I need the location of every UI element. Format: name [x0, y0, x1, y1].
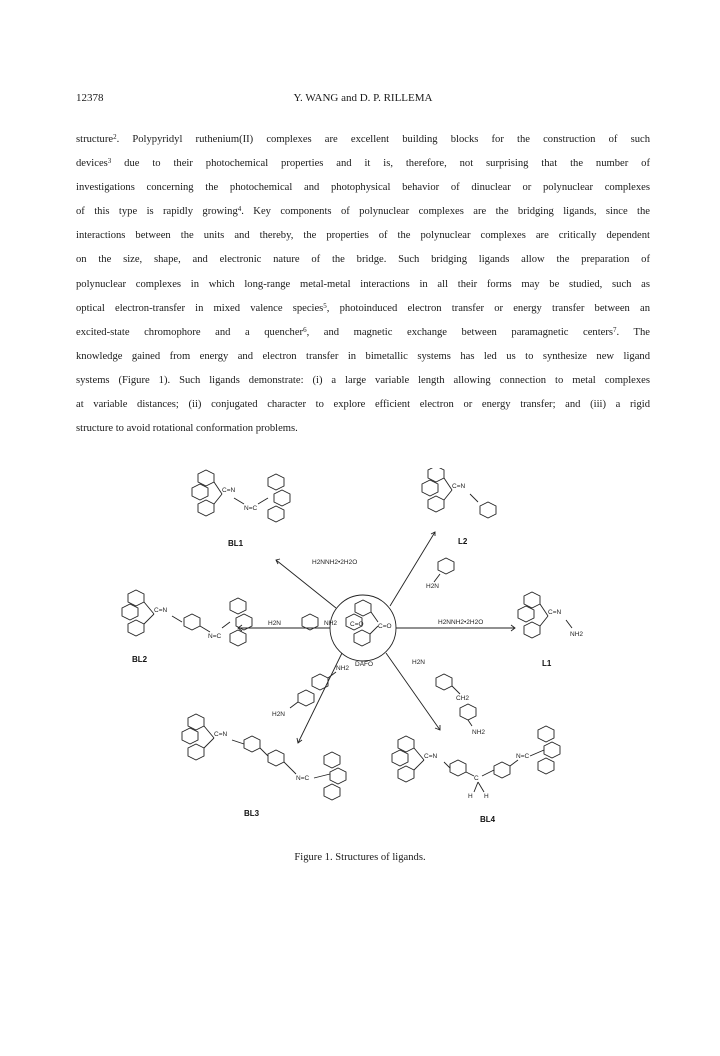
label-bl4: BL4: [480, 815, 496, 824]
body-line-text: . Key components of polynuclear complexes are the bridging ligands, since the: [241, 206, 650, 218]
body-line-text: of this type is rapidly growing: [76, 206, 238, 218]
reagent-benzidine-left: H2N: [268, 620, 282, 627]
dafo-ring-bottom: [354, 630, 370, 646]
l1-nh2: NH2: [570, 631, 584, 638]
l2-structure: [422, 468, 496, 518]
body-line-text: polynuclear complexes in which long-range metal-metal interactions in all their forms may be studied, such as: [76, 278, 650, 290]
mda-ring-b: [460, 704, 476, 720]
body-line-text: devices: [76, 158, 108, 170]
label-l2: L2: [458, 537, 468, 546]
bl1-structure: [192, 470, 290, 522]
arrow-to-l2: [390, 532, 435, 606]
body-line-text: . The: [616, 326, 650, 338]
body-line: [76, 417, 650, 441]
reagent-aniline: H2N: [426, 583, 440, 590]
body-line: [76, 369, 650, 393]
reference-superscript: 6: [303, 325, 307, 334]
label-bl2: BL2: [132, 655, 148, 664]
reference-superscript: 2: [113, 133, 117, 141]
bl3-cn: C=N: [214, 731, 228, 738]
body-line: [76, 393, 650, 417]
mda-ring-a: [436, 674, 452, 690]
reagent-mda-ch2: CH2: [456, 695, 470, 702]
bl4-h-right: H: [484, 793, 489, 800]
aniline-ring: [438, 558, 454, 574]
body-line: [76, 321, 650, 345]
body-line: [76, 273, 650, 297]
page-number: 12378: [76, 92, 104, 104]
reagent-mda-top: H2N: [412, 659, 426, 666]
bl4-h-left: H: [468, 793, 473, 800]
bl4-cn: C=N: [424, 753, 438, 760]
figure-ligand-structures: [110, 468, 610, 838]
l1-structure: [518, 592, 572, 638]
body-line: [76, 224, 650, 248]
reagent-hydrazine-right: H2NNH2•2H2O: [438, 619, 484, 626]
carbonyl-label-right: C=O: [378, 623, 392, 630]
body-line-text: due to their photochemical properties and it is, therefore, not surprising that the number of: [111, 158, 650, 170]
bl2-structure: [122, 590, 252, 646]
reagent-benzidine-right: NH2: [324, 620, 338, 627]
body-line-text: investigations concerning the photochemical and photophysical behavior of dinuclear or polynuclear complexes: [76, 182, 650, 194]
body-line-text: , and magnetic exchange between paramagnetic centers: [306, 326, 614, 338]
body-line: [76, 200, 650, 224]
body-line-text: optical electron-transfer in mixed valence species: [76, 302, 324, 314]
reagent-benzidine-lower-bottom: H2N: [272, 711, 286, 718]
label-bl1: BL1: [228, 539, 244, 548]
bl3-structure: [182, 714, 346, 800]
label-bl3: BL3: [244, 809, 260, 818]
bl4-c: C: [474, 775, 479, 782]
body-line-text: . Polypyridyl ruthenium(II) complexes are excellent building blocks for the construction of such: [116, 134, 650, 145]
ligand-scheme-diagram: [110, 468, 610, 838]
reference-superscript: 3: [107, 157, 112, 166]
body-line-text: on the size, shape, and electronic nature of the bridge. Such bridging ligands allow the preparation of: [76, 254, 650, 266]
reference-superscript: 5: [323, 301, 327, 310]
l2-cn: C=N: [452, 483, 466, 490]
l1-cn: C=N: [548, 609, 562, 616]
running-head: Y. WANG and D. P. RILLEMA: [293, 92, 433, 104]
label-l1: L1: [542, 659, 552, 668]
body-line: [76, 345, 650, 369]
body-line-text: systems (Figure 1). Such ligands demonstrate: (i) a large variable length allowing connection to metal complexes: [76, 374, 650, 386]
bl4-nc: N=C: [516, 753, 530, 760]
bl1-cn: C=N: [222, 487, 236, 494]
reference-superscript: 7: [613, 325, 617, 334]
reagent-mda-bottom: NH2: [472, 729, 486, 736]
benzidine-ring-c: [298, 690, 314, 706]
bl2-cn: C=N: [154, 607, 168, 614]
body-line-text: structure to avoid rotational conformation problems.: [76, 423, 298, 435]
body-line: [76, 152, 650, 176]
body-line-text: structure: [76, 134, 114, 145]
body-line-text: knowledge gained from energy and electron transfer in bimetallic systems has led us to synthesize new ligand: [76, 350, 650, 362]
bl1-nc: N=C: [244, 505, 258, 512]
page-header: [76, 92, 650, 110]
bl3-nc: N=C: [296, 775, 310, 782]
body-line-text: interactions between the units and thereby, the properties of the polynuclear complexes are critically dependent: [76, 230, 650, 242]
dafo-ring-top: [355, 600, 371, 616]
body-line-text: at variable distances; (ii) conjugated character to explore efficient electron or energy transfer; and (iii) a rigid: [76, 399, 650, 411]
carbonyl-label: C=O: [350, 621, 364, 628]
body-line-text: , photoinduced electron transfer or energy transfer between an: [326, 302, 650, 314]
body-line: [76, 297, 650, 321]
figure-caption: Figure 1. Structures of ligands.: [294, 852, 426, 863]
bl2-nc: N=C: [208, 633, 222, 640]
body-line: [76, 248, 650, 272]
arrow-to-bl1: [276, 560, 336, 608]
body-line-text: excited-state chromophore and a quencher: [76, 326, 304, 338]
reagent-benzidine-lower-top: NH2: [336, 665, 350, 672]
benzidine-ring-b: [312, 674, 328, 690]
reference-superscript: 4: [237, 205, 242, 214]
reagent-hydrazine-top: H2NNH2•2H2O: [312, 559, 358, 566]
body-line: [76, 128, 650, 152]
body-line: [76, 176, 650, 200]
body-paragraph: [76, 128, 650, 441]
dafo-label: DAFO: [355, 661, 374, 668]
